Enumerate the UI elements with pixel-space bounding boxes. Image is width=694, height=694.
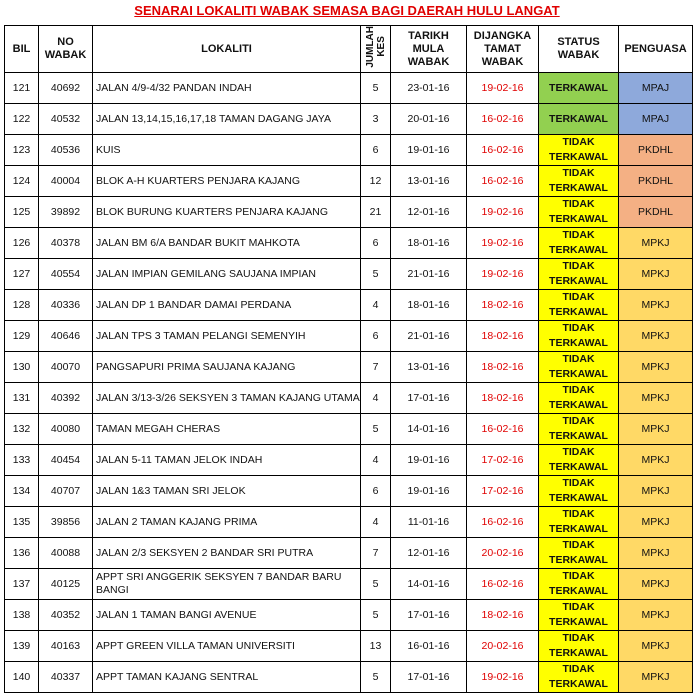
cell-lokaliti: PANGSAPURI PRIMA SAUJANA KAJANG	[93, 352, 361, 383]
cell-penguasa: MPKJ	[619, 631, 693, 662]
cell-status	[539, 662, 619, 693]
cell-no-wabak: 40125	[39, 569, 93, 600]
cell-jumlah-kes: 21	[361, 197, 391, 228]
cell-dijangka-tamat: 18-02-16	[467, 290, 539, 321]
cell-lokaliti: JALAN 5-11 TAMAN JELOK INDAH	[93, 445, 361, 476]
cell-jumlah-kes: 6	[361, 476, 391, 507]
cell-lokaliti: JALAN DP 1 BANDAR DAMAI PERDANA	[93, 290, 361, 321]
header-status: STATUS WABAK	[539, 26, 619, 73]
cell-tarikh-mula: 12-01-16	[391, 197, 467, 228]
status-line-2: TERKAWAL	[549, 678, 608, 690]
cell-bil: 129	[5, 321, 39, 352]
cell-lokaliti: JALAN 4/9-4/32 PANDAN INDAH	[93, 73, 361, 104]
cell-bil: 123	[5, 135, 39, 166]
status-line-1: TIDAK	[562, 663, 595, 675]
status-line-2: TERKAWAL	[549, 337, 608, 349]
cell-status	[539, 414, 619, 445]
table-row	[5, 228, 693, 259]
cell-lokaliti: JALAN 1&3 TAMAN SRI JELOK	[93, 476, 361, 507]
cell-bil: 121	[5, 73, 39, 104]
status-line-1: TERKAWAL	[549, 112, 608, 125]
status-line-1: TIDAK	[562, 415, 595, 427]
cell-penguasa: MPKJ	[619, 538, 693, 569]
cell-bil: 124	[5, 166, 39, 197]
cell-status	[539, 569, 619, 600]
cell-jumlah-kes: 5	[361, 569, 391, 600]
status-line-2: TERKAWAL	[549, 523, 608, 535]
cell-dijangka-tamat: 18-02-16	[467, 352, 539, 383]
cell-lokaliti: TAMAN MEGAH CHERAS	[93, 414, 361, 445]
cell-status	[539, 166, 619, 197]
cell-tarikh-mula: 19-01-16	[391, 476, 467, 507]
status-line-1: TIDAK	[562, 229, 595, 241]
cell-bil: 140	[5, 662, 39, 693]
status-line-1: TIDAK	[562, 353, 595, 365]
cell-jumlah-kes: 6	[361, 135, 391, 166]
cell-tarikh-mula: 21-01-16	[391, 321, 467, 352]
cell-bil: 132	[5, 414, 39, 445]
cell-no-wabak: 39856	[39, 507, 93, 538]
cell-penguasa: MPKJ	[619, 290, 693, 321]
cell-lokaliti: KUIS	[93, 135, 361, 166]
cell-penguasa: MPKJ	[619, 321, 693, 352]
status-line-1: TIDAK	[562, 322, 595, 334]
cell-tarikh-mula: 11-01-16	[391, 507, 467, 538]
cell-bil: 128	[5, 290, 39, 321]
status-line-2: TERKAWAL	[549, 492, 608, 504]
status-line-2: TERKAWAL	[549, 647, 608, 659]
cell-no-wabak: 40536	[39, 135, 93, 166]
cell-dijangka-tamat: 19-02-16	[467, 197, 539, 228]
cell-penguasa: PKDHL	[619, 197, 693, 228]
cell-tarikh-mula: 19-01-16	[391, 445, 467, 476]
status-line-1: TIDAK	[562, 477, 595, 489]
cell-no-wabak: 40336	[39, 290, 93, 321]
status-line-2: TERKAWAL	[549, 554, 608, 566]
cell-jumlah-kes: 4	[361, 445, 391, 476]
cell-dijangka-tamat: 20-02-16	[467, 631, 539, 662]
cell-lokaliti: JALAN 2 TAMAN KAJANG PRIMA	[93, 507, 361, 538]
cell-penguasa: PKDHL	[619, 135, 693, 166]
status-line-2: TERKAWAL	[549, 399, 608, 411]
status-line-2: TERKAWAL	[549, 275, 608, 287]
header-bil: BIL	[5, 26, 39, 73]
status-line-2: TERKAWAL	[549, 368, 608, 380]
cell-no-wabak: 40352	[39, 600, 93, 631]
cell-lokaliti: JALAN 2/3 SEKSYEN 2 BANDAR SRI PUTRA	[93, 538, 361, 569]
cell-no-wabak: 40004	[39, 166, 93, 197]
cell-lokaliti: APPT GREEN VILLA TAMAN UNIVERSITI	[93, 631, 361, 662]
status-line-2: TERKAWAL	[549, 616, 608, 628]
header-penguasa: PENGUASA	[619, 26, 693, 73]
cell-dijangka-tamat: 18-02-16	[467, 321, 539, 352]
cell-bil: 122	[5, 104, 39, 135]
cell-penguasa: MPKJ	[619, 507, 693, 538]
header-no-wabak: NO WABAK	[39, 26, 93, 73]
cell-bil: 125	[5, 197, 39, 228]
cell-lokaliti: BLOK A-H KUARTERS PENJARA KAJANG	[93, 166, 361, 197]
header-tarikh-mula: TARIKH MULA WABAK	[391, 26, 467, 73]
cell-bil: 139	[5, 631, 39, 662]
cell-penguasa: MPKJ	[619, 259, 693, 290]
cell-status	[539, 445, 619, 476]
cell-status	[539, 383, 619, 414]
cell-jumlah-kes: 5	[361, 259, 391, 290]
cell-tarikh-mula: 18-01-16	[391, 228, 467, 259]
status-line-1: TIDAK	[562, 136, 595, 148]
cell-jumlah-kes: 7	[361, 352, 391, 383]
cell-no-wabak: 40707	[39, 476, 93, 507]
cell-penguasa: MPKJ	[619, 414, 693, 445]
cell-status	[539, 507, 619, 538]
cell-penguasa: MPKJ	[619, 352, 693, 383]
cell-status	[539, 321, 619, 352]
cell-status	[539, 476, 619, 507]
cell-lokaliti: BLOK BURUNG KUARTERS PENJARA KAJANG	[93, 197, 361, 228]
cell-jumlah-kes: 4	[361, 383, 391, 414]
cell-lokaliti: JALAN 13,14,15,16,17,18 TAMAN DAGANG JAYA	[93, 104, 361, 135]
table-row	[5, 600, 693, 631]
cell-no-wabak: 40692	[39, 73, 93, 104]
cell-tarikh-mula: 12-01-16	[391, 538, 467, 569]
cell-penguasa: MPKJ	[619, 445, 693, 476]
status-line-1: TIDAK	[562, 539, 595, 551]
cell-status	[539, 538, 619, 569]
cell-bil: 134	[5, 476, 39, 507]
status-line-1: TIDAK	[562, 198, 595, 210]
table-row	[5, 476, 693, 507]
cell-dijangka-tamat: 16-02-16	[467, 414, 539, 445]
cell-penguasa: MPKJ	[619, 569, 693, 600]
cell-dijangka-tamat: 20-02-16	[467, 538, 539, 569]
cell-tarikh-mula: 14-01-16	[391, 569, 467, 600]
cell-tarikh-mula: 19-01-16	[391, 135, 467, 166]
status-line-1: TIDAK	[562, 291, 595, 303]
cell-dijangka-tamat: 17-02-16	[467, 476, 539, 507]
table-row	[5, 569, 693, 600]
cell-tarikh-mula: 13-01-16	[391, 352, 467, 383]
cell-jumlah-kes: 5	[361, 414, 391, 445]
cell-status	[539, 73, 619, 104]
cell-dijangka-tamat: 19-02-16	[467, 259, 539, 290]
status-line-2: TERKAWAL	[549, 430, 608, 442]
table-row	[5, 383, 693, 414]
status-line-1: TIDAK	[562, 260, 595, 272]
outbreak-table	[4, 25, 693, 693]
cell-tarikh-mula: 21-01-16	[391, 259, 467, 290]
cell-dijangka-tamat: 19-02-16	[467, 228, 539, 259]
cell-lokaliti: APPT SRI ANGGERIK SEKSYEN 7 BANDAR BARU BANGI	[93, 569, 361, 600]
cell-jumlah-kes: 5	[361, 600, 391, 631]
cell-bil: 126	[5, 228, 39, 259]
cell-bil: 137	[5, 569, 39, 600]
cell-lokaliti: APPT TAMAN KAJANG SENTRAL	[93, 662, 361, 693]
cell-jumlah-kes: 4	[361, 507, 391, 538]
cell-bil: 130	[5, 352, 39, 383]
cell-tarikh-mula: 17-01-16	[391, 662, 467, 693]
cell-lokaliti: JALAN 3/13-3/26 SEKSYEN 3 TAMAN KAJANG UTAMA	[93, 383, 361, 414]
cell-bil: 131	[5, 383, 39, 414]
status-line-1: TIDAK	[562, 601, 595, 613]
status-line-1: TIDAK	[562, 570, 595, 582]
cell-jumlah-kes: 12	[361, 166, 391, 197]
cell-jumlah-kes: 6	[361, 228, 391, 259]
table-row	[5, 259, 693, 290]
table-row	[5, 73, 693, 104]
status-line-1: TIDAK	[562, 384, 595, 396]
cell-no-wabak: 39892	[39, 197, 93, 228]
cell-jumlah-kes: 4	[361, 290, 391, 321]
cell-tarikh-mula: 18-01-16	[391, 290, 467, 321]
cell-penguasa: MPAJ	[619, 73, 693, 104]
cell-penguasa: MPKJ	[619, 600, 693, 631]
header-lokaliti: LOKALITI	[93, 26, 361, 73]
table-row	[5, 538, 693, 569]
cell-status	[539, 352, 619, 383]
table-row	[5, 197, 693, 228]
cell-tarikh-mula: 16-01-16	[391, 631, 467, 662]
cell-dijangka-tamat: 18-02-16	[467, 383, 539, 414]
cell-status	[539, 290, 619, 321]
table-row	[5, 166, 693, 197]
cell-penguasa: MPKJ	[619, 662, 693, 693]
cell-no-wabak: 40392	[39, 383, 93, 414]
cell-bil: 135	[5, 507, 39, 538]
status-line-2: TERKAWAL	[549, 306, 608, 318]
cell-no-wabak: 40080	[39, 414, 93, 445]
table-row	[5, 414, 693, 445]
table-row	[5, 662, 693, 693]
status-line-2: TERKAWAL	[549, 244, 608, 256]
cell-tarikh-mula: 17-01-16	[391, 383, 467, 414]
cell-tarikh-mula: 17-01-16	[391, 600, 467, 631]
cell-dijangka-tamat: 16-02-16	[467, 569, 539, 600]
cell-no-wabak: 40088	[39, 538, 93, 569]
cell-dijangka-tamat: 17-02-16	[467, 445, 539, 476]
table-row	[5, 445, 693, 476]
table-row	[5, 290, 693, 321]
status-line-1: TIDAK	[562, 508, 595, 520]
cell-no-wabak: 40337	[39, 662, 93, 693]
cell-jumlah-kes: 13	[361, 631, 391, 662]
cell-dijangka-tamat: 18-02-16	[467, 600, 539, 631]
status-line-1: TERKAWAL	[549, 81, 608, 94]
header-row	[5, 26, 693, 73]
cell-status	[539, 631, 619, 662]
cell-jumlah-kes: 5	[361, 662, 391, 693]
cell-lokaliti: JALAN TPS 3 TAMAN PELANGI SEMENYIH	[93, 321, 361, 352]
table-row	[5, 104, 693, 135]
table-row	[5, 631, 693, 662]
cell-dijangka-tamat: 16-02-16	[467, 507, 539, 538]
status-line-2: TERKAWAL	[549, 213, 608, 225]
cell-dijangka-tamat: 19-02-16	[467, 73, 539, 104]
cell-no-wabak: 40378	[39, 228, 93, 259]
cell-lokaliti: JALAN 1 TAMAN BANGI AVENUE	[93, 600, 361, 631]
cell-bil: 136	[5, 538, 39, 569]
cell-no-wabak: 40070	[39, 352, 93, 383]
cell-penguasa: MPKJ	[619, 383, 693, 414]
status-line-2: TERKAWAL	[549, 585, 608, 597]
cell-jumlah-kes: 3	[361, 104, 391, 135]
table-row	[5, 135, 693, 166]
cell-no-wabak: 40554	[39, 259, 93, 290]
cell-lokaliti: JALAN IMPIAN GEMILANG SAUJANA IMPIAN	[93, 259, 361, 290]
cell-jumlah-kes: 6	[361, 321, 391, 352]
cell-tarikh-mula: 23-01-16	[391, 73, 467, 104]
cell-status	[539, 104, 619, 135]
cell-status	[539, 600, 619, 631]
cell-no-wabak: 40163	[39, 631, 93, 662]
table-row	[5, 352, 693, 383]
cell-dijangka-tamat: 19-02-16	[467, 662, 539, 693]
cell-no-wabak: 40532	[39, 104, 93, 135]
cell-status	[539, 197, 619, 228]
cell-tarikh-mula: 20-01-16	[391, 104, 467, 135]
status-line-2: TERKAWAL	[549, 461, 608, 473]
cell-penguasa: PKDHL	[619, 166, 693, 197]
cell-tarikh-mula: 14-01-16	[391, 414, 467, 445]
cell-dijangka-tamat: 16-02-16	[467, 166, 539, 197]
cell-bil: 127	[5, 259, 39, 290]
page-title: SENARAI LOKALITI WABAK SEMASA BAGI DAERAH HULU LANGAT	[134, 3, 560, 18]
header-dijangka-tamat: DIJANGKA TAMAT WABAK	[467, 26, 539, 73]
cell-bil: 133	[5, 445, 39, 476]
table-row	[5, 507, 693, 538]
status-line-2: TERKAWAL	[549, 151, 608, 163]
cell-penguasa: MPAJ	[619, 104, 693, 135]
cell-lokaliti: JALAN BM 6/A BANDAR BUKIT MAHKOTA	[93, 228, 361, 259]
cell-no-wabak: 40646	[39, 321, 93, 352]
cell-penguasa: MPKJ	[619, 228, 693, 259]
cell-status	[539, 135, 619, 166]
status-line-1: TIDAK	[562, 167, 595, 179]
cell-no-wabak: 40454	[39, 445, 93, 476]
cell-bil: 138	[5, 600, 39, 631]
status-line-2: TERKAWAL	[549, 182, 608, 194]
cell-jumlah-kes: 5	[361, 73, 391, 104]
cell-penguasa: MPKJ	[619, 476, 693, 507]
status-line-1: TIDAK	[562, 632, 595, 644]
cell-dijangka-tamat: 16-02-16	[467, 104, 539, 135]
table-body	[5, 73, 693, 693]
cell-jumlah-kes: 7	[361, 538, 391, 569]
cell-status	[539, 259, 619, 290]
status-line-1: TIDAK	[562, 446, 595, 458]
cell-tarikh-mula: 13-01-16	[391, 166, 467, 197]
cell-status	[539, 228, 619, 259]
cell-dijangka-tamat: 16-02-16	[467, 135, 539, 166]
table-row	[5, 321, 693, 352]
header-jumlah-kes: JUMLAH KES	[361, 26, 391, 73]
